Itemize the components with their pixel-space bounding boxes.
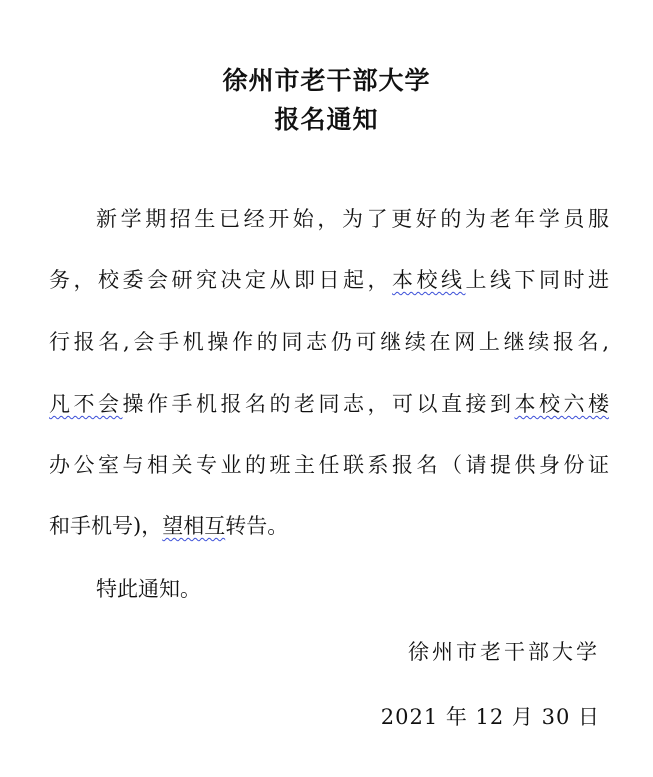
spelling-underline-text: 望相互 <box>162 514 226 538</box>
body-line-2-part-c: 上线下同时进 <box>465 268 609 292</box>
body-line-2-part-a: 务，校委会研究决定从即日起， <box>49 268 392 292</box>
body-line-4-part-b: 操作手机报名的老同志，可以直接到 <box>122 392 515 416</box>
body-line-4 <box>49 389 609 419</box>
closing-text: 特此通知。 <box>96 577 201 601</box>
document-title: 徐州市老干部大学 <box>222 66 431 95</box>
spelling-underline-text: 本校线 <box>392 268 466 292</box>
body-line-6 <box>49 511 288 541</box>
spelling-underline-text: 凡不会 <box>49 392 123 416</box>
body-line-6-part-c: 转告。 <box>225 514 289 538</box>
body-line-5: 办公室与相关专业的班主任联系报名（请提供身份证 <box>49 453 609 477</box>
body-line-6-part-a: 和手机号)， <box>49 514 163 538</box>
document-date: 2021 年 12 月 30 日 <box>380 705 600 729</box>
signature: 徐州市老干部大学 <box>408 640 600 664</box>
spelling-underline-text: 本校六楼 <box>514 392 609 416</box>
body-line-2 <box>49 265 609 295</box>
body-line-1: 新学期招生已经开始，为了更好的为老年学员服 <box>96 207 609 231</box>
document-subtitle: 报名通知 <box>274 105 379 134</box>
body-line-3: 行报名,会手机操作的同志仍可继续在网上继续报名, <box>49 330 609 354</box>
